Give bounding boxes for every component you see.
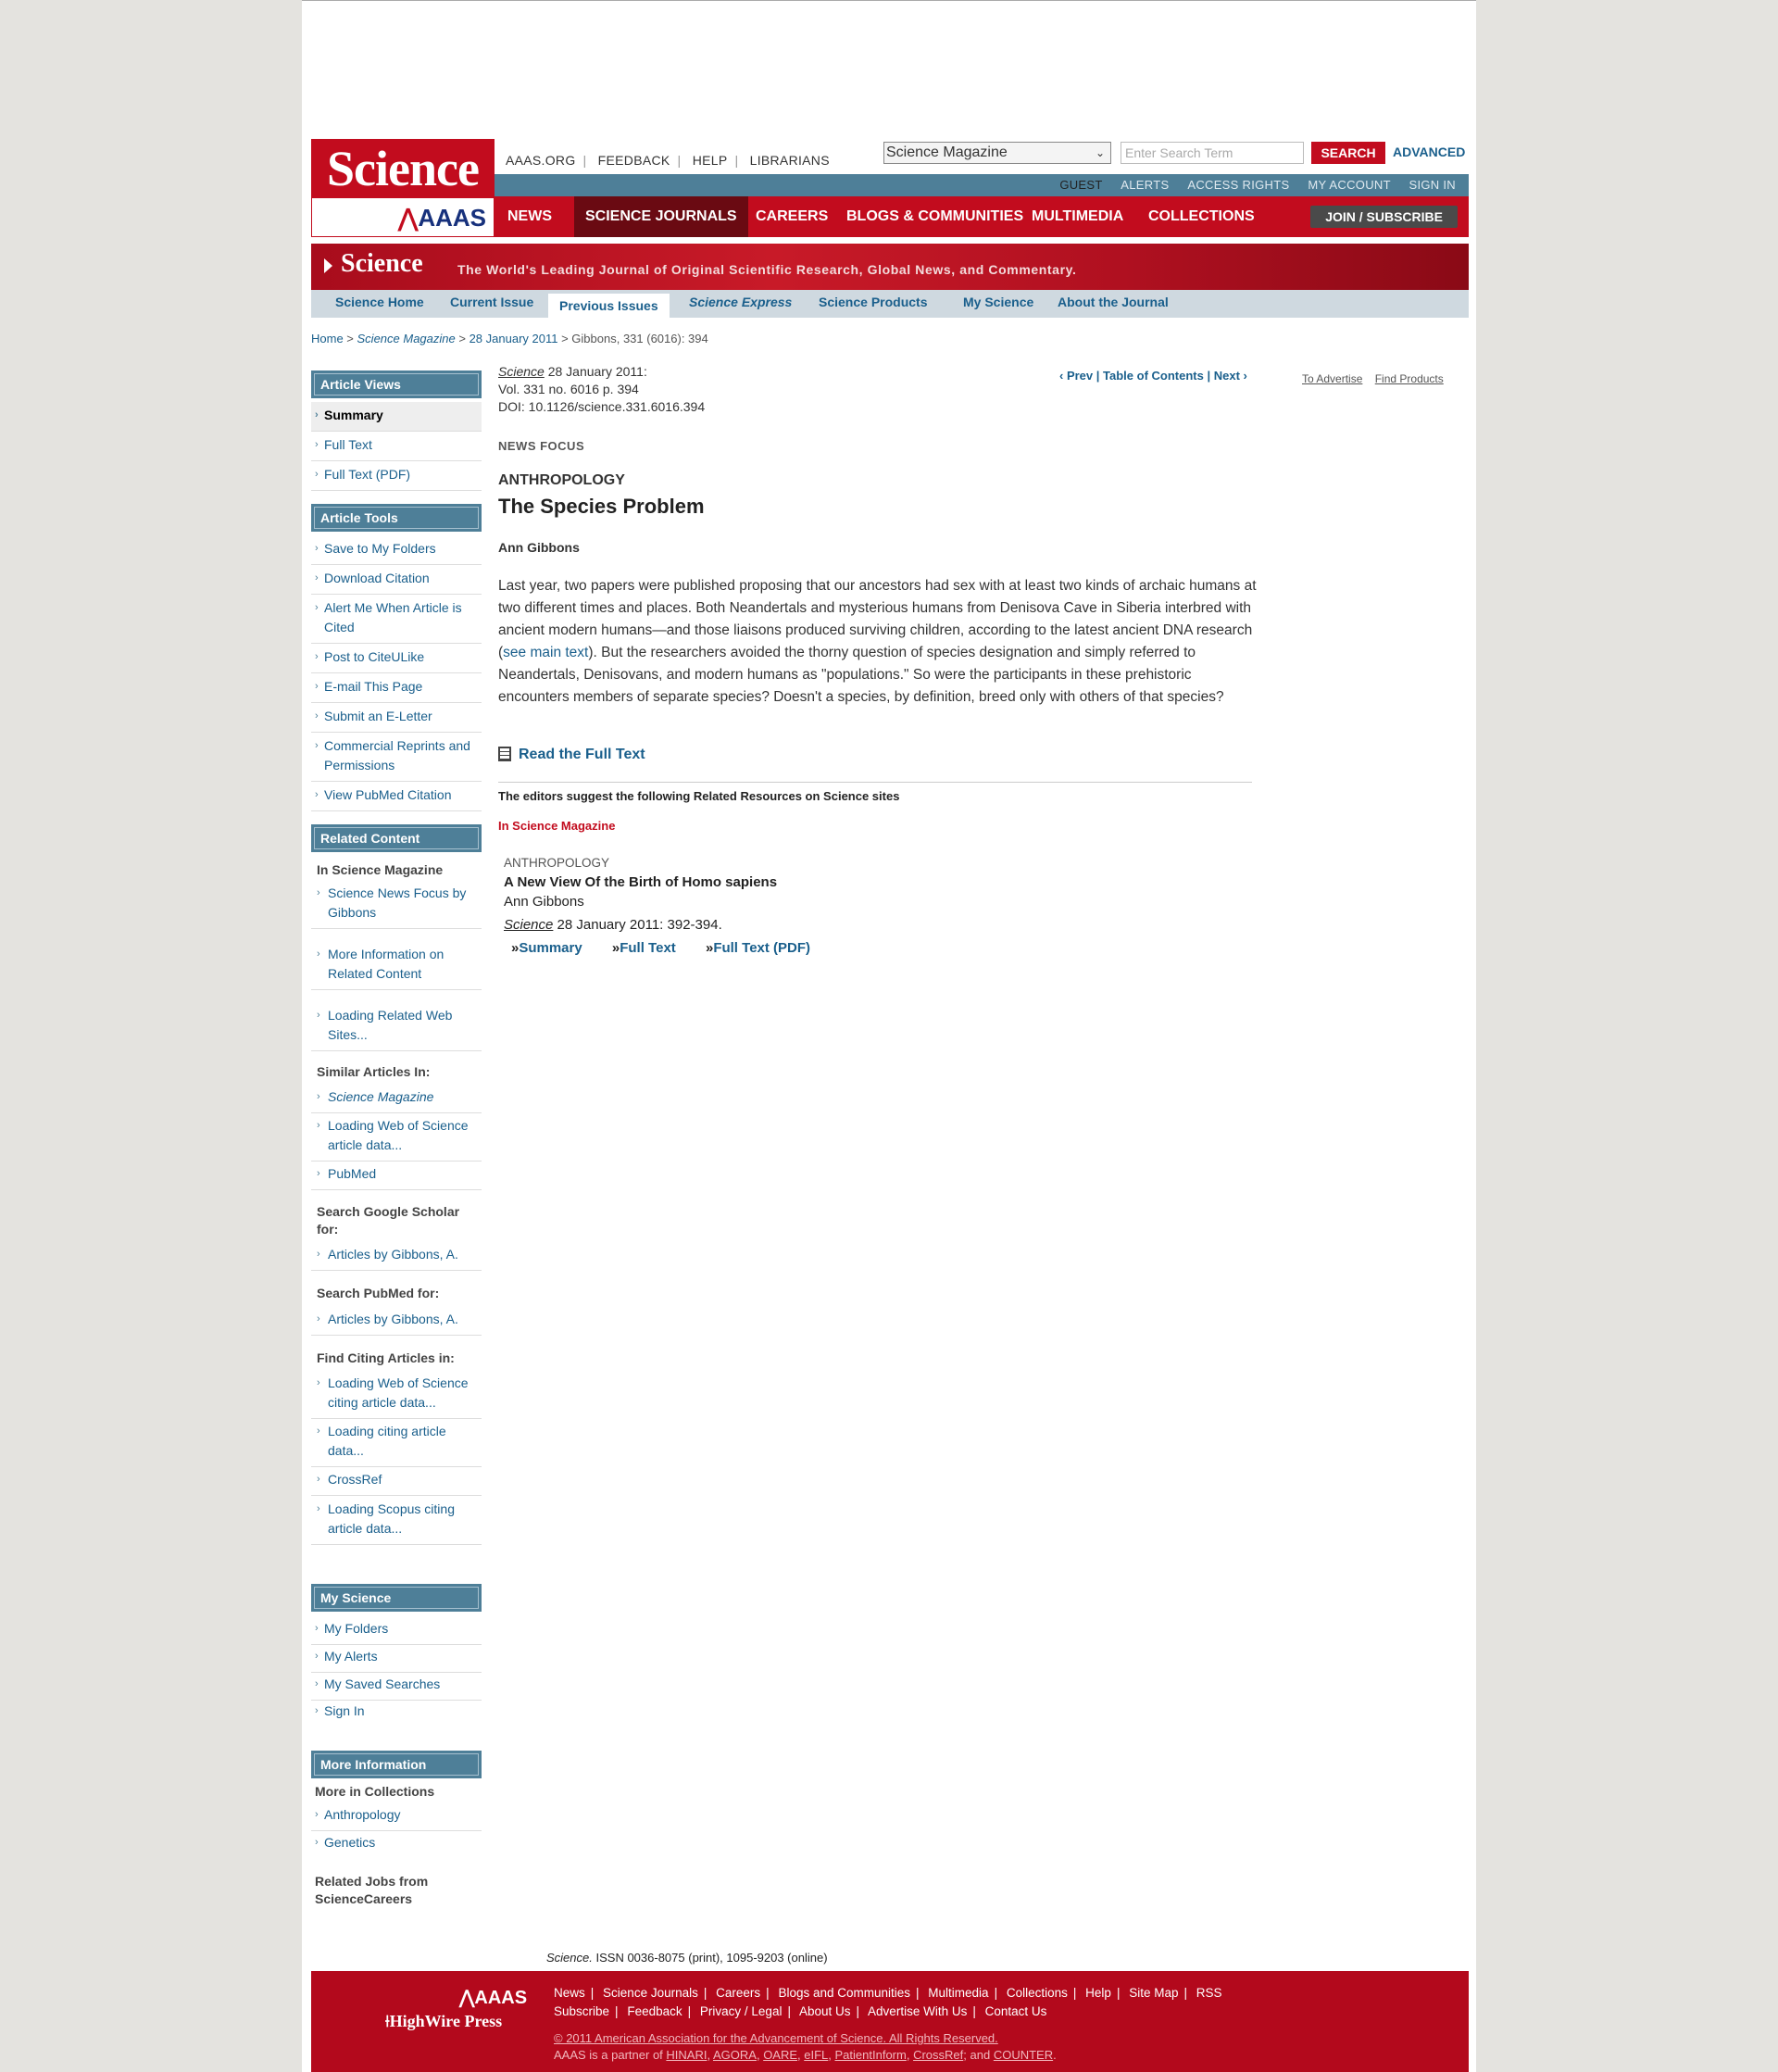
related-summary-link[interactable]: Summary: [519, 940, 582, 956]
footer-rss[interactable]: RSS: [1196, 1986, 1222, 2000]
partner-crossref[interactable]: CrossRef: [913, 2048, 964, 2062]
prev-link[interactable]: Prev: [1066, 369, 1094, 383]
journal-subnav: [311, 290, 1469, 318]
triangle-icon: [324, 258, 332, 273]
partner-agora[interactable]: AGORA: [712, 2048, 757, 2062]
tool-alert-cited[interactable]: › Alert Me When Article is Cited: [311, 595, 482, 644]
aaas-mark-icon: ⋀: [398, 204, 419, 232]
highwire-mark-icon: ⟊: [385, 2012, 390, 2030]
aaas-mark-icon: ⋀: [459, 1988, 475, 2008]
article-tools-header: Article Tools: [311, 504, 482, 532]
related-more-info[interactable]: › More Information on Related Content: [311, 941, 482, 990]
top-border: [302, 0, 1476, 1]
chevron-left-icon: ‹: [1059, 369, 1067, 383]
article-author: Ann Gibbons: [498, 540, 580, 555]
footer-copyright: © 2011 American Association for the Advancement of Science. All Rights Reserved. AAAS is a partner of HINARI, AGORA, OARE, eIFL, PatientInform, CrossRef; and COUNTER.: [554, 2031, 1057, 2062]
nav-news[interactable]: NEWS: [507, 208, 552, 224]
top-links: AAAS.ORG | FEEDBACK | HELP | LIBRARIANS: [506, 153, 830, 168]
aaas-logo: [398, 204, 486, 232]
search-button[interactable]: SEARCH: [1311, 142, 1385, 164]
sidebar-full-text[interactable]: › Full Text: [311, 432, 482, 461]
top-link-librarians[interactable]: LIBRARIANS: [749, 153, 830, 168]
article-abstract: Last year, two papers were published proposing that our ancestors had sex with at least two kinds of archaic humans at two different times and places. Both Neandertals and mysterious humans from Denisova Cave in Siberia interbred with ancient modern humans—and those liaisons produced surviving children, according to the latest ancient DNA research (see main text). But the researchers avoided the thorny question of species designation and simply referred to Neandertals, Denisovans, and modern humans as "populations." So were the participants in these prehistoric encounters members of separate species? Doesn't a species, by definition, breed only with others of that species?: [498, 578, 1257, 705]
subnav-science-express[interactable]: Science Express: [689, 295, 793, 309]
similar-science[interactable]: › Science Magazine: [311, 1084, 482, 1113]
top-link-help[interactable]: HELP: [692, 153, 728, 168]
partner-hinari[interactable]: HINARI: [666, 2048, 707, 2062]
collection-anthropology[interactable]: › Anthropology: [311, 1802, 482, 1831]
tool-email-page[interactable]: › E-mail This Page: [311, 673, 482, 703]
search-scope-select[interactable]: [883, 142, 1111, 164]
footer-about[interactable]: About Us: [798, 2004, 851, 2018]
related-resources-heading: The editors suggest the following Related Resources on Science sites: [498, 789, 900, 803]
tool-pubmed-citation[interactable]: › View PubMed Citation: [311, 782, 482, 811]
article-meta: [498, 363, 705, 416]
search-input[interactable]: Enter Search Term: [1121, 142, 1304, 164]
related-title: A New View Of the Birth of Homo sapiens: [504, 874, 778, 890]
nav-science-journals[interactable]: SCIENCE JOURNALS: [574, 196, 748, 237]
more-collections-label: More in Collections: [315, 1784, 435, 1799]
breadcrumb-home[interactable]: Home: [311, 332, 344, 345]
related-content-header: Related Content: [311, 824, 482, 852]
similar-wos[interactable]: › Loading Web of Science article data...: [311, 1112, 482, 1162]
article-views-header: Article Views: [311, 370, 482, 398]
chevron-down-icon: ⌄: [1095, 146, 1105, 159]
citing-wos[interactable]: › Loading Web of Science citing article data...: [311, 1370, 482, 1419]
partner-eifl[interactable]: eIFL: [804, 2048, 829, 2062]
chevron-right-icon: ›: [1239, 369, 1247, 383]
footer-collections[interactable]: Collections: [1006, 1986, 1068, 2000]
tool-download-citation[interactable]: › Download Citation: [311, 565, 482, 595]
footer-privacy[interactable]: Privacy / Legal: [699, 2004, 783, 2018]
footer-contact[interactable]: Contact Us: [984, 2004, 1047, 2018]
document-icon: [498, 747, 511, 761]
my-science-header: My Science: [311, 1584, 482, 1612]
related-cite: 28 January 2011: 392-394.: [557, 917, 722, 933]
tool-citeulike[interactable]: › Post to CiteULike: [311, 644, 482, 673]
sidebar-full-text-pdf[interactable]: › Full Text (PDF): [311, 461, 482, 491]
nav-collections[interactable]: COLLECTIONS: [1148, 208, 1255, 224]
citing-article-data[interactable]: › Loading citing article data...: [311, 1418, 482, 1467]
breadcrumb-magazine[interactable]: Science Magazine: [357, 332, 456, 345]
footer-site-map[interactable]: Site Map: [1129, 1986, 1179, 2000]
my-folders-link[interactable]: › My Folders: [311, 1615, 482, 1645]
footer-subscribe[interactable]: Subscribe: [554, 2004, 610, 2018]
tool-save-folders[interactable]: › Save to My Folders: [311, 535, 482, 565]
subnav-my-science[interactable]: My Science: [963, 295, 1034, 309]
partner-oare[interactable]: OARE: [763, 2048, 798, 2062]
partner-patientinform[interactable]: PatientInform: [834, 2048, 907, 2062]
banner-logo[interactable]: Science: [341, 249, 423, 278]
my-saved-searches-link[interactable]: › My Saved Searches: [311, 1671, 482, 1701]
article-title: The Species Problem: [498, 495, 705, 518]
subnav-about-journal[interactable]: About the Journal: [1058, 295, 1169, 309]
footer: [311, 1971, 1469, 2072]
my-alerts-link[interactable]: › My Alerts: [311, 1643, 482, 1673]
chevron-right-icon: ›: [315, 409, 319, 421]
subnav-science-products[interactable]: Science Products: [819, 295, 928, 309]
banner-slogan: The World's Leading Journal of Original Scientific Research, Global News, and Commentary.: [457, 262, 1077, 277]
page: [302, 0, 1476, 2072]
footer-aaas-logo[interactable]: ⋀AAAS: [459, 1988, 528, 2008]
pubmed-label: Search PubMed for:: [317, 1286, 440, 1300]
divider: [498, 782, 1252, 783]
category-label: ANTHROPOLOGY: [498, 472, 625, 488]
subnav-current-issue[interactable]: Current Issue: [450, 295, 534, 309]
chevron-right-icon: ›: [315, 469, 319, 480]
citing-scopus[interactable]: › Loading Scopus citing article data...: [311, 1496, 482, 1545]
subnav-science-home[interactable]: Science Home: [335, 295, 424, 309]
read-full-text-link[interactable]: Read the Full Text: [519, 747, 645, 762]
related-full-text-link[interactable]: Full Text: [620, 940, 676, 956]
find-products-link[interactable]: Find Products: [1374, 372, 1444, 385]
footer-news[interactable]: News: [554, 1986, 585, 2000]
main-nav: [495, 196, 1469, 237]
citing-crossref[interactable]: › CrossRef: [311, 1466, 482, 1496]
advanced-search-link[interactable]: ADVANCED: [1393, 144, 1466, 159]
footer-blogs[interactable]: Blogs and Communities: [778, 1986, 911, 2000]
user-bar: [495, 174, 1469, 196]
breadcrumb-current: Gibbons, 331 (6016): 394: [571, 332, 708, 345]
tool-submit-eletter[interactable]: › Submit an E-Letter: [311, 703, 482, 733]
collection-genetics[interactable]: › Genetics: [315, 1835, 376, 1850]
read-full-text[interactable]: [498, 747, 645, 763]
top-link-aaas[interactable]: AAAS.ORG: [506, 153, 576, 168]
aaas-logo-box[interactable]: [311, 198, 495, 237]
footer-help[interactable]: Help: [1085, 1986, 1111, 2000]
join-subscribe-button[interactable]: JOIN / SUBSCRIBE: [1310, 206, 1458, 228]
breadcrumb-date[interactable]: 28 January 2011: [469, 332, 558, 345]
issn-line: Science. ISSN 0036-8075 (print), 1095-9203 (online): [546, 1951, 828, 1965]
related-author: Ann Gibbons: [504, 894, 584, 910]
in-science-label: In Science Magazine: [317, 862, 444, 877]
footer-links-2: Subscribe | Feedback | Privacy / Legal | About Us | Advertise With Us | Contact Us: [554, 2004, 1047, 2018]
issue-nav: ‹ Prev | Table of Contents | Next ›: [1059, 369, 1247, 383]
article-doi: DOI: 10.1126/science.331.6016.394: [498, 399, 706, 414]
subnav-previous-issues[interactable]: Previous Issues: [548, 294, 670, 318]
alerts-link[interactable]: ALERTS: [1121, 178, 1170, 192]
to-advertise-link[interactable]: To Advertise: [1302, 372, 1363, 385]
more-information-header: More Information: [311, 1751, 482, 1778]
chevron-right-icon: ›: [315, 439, 319, 450]
science-logo[interactable]: Science: [311, 139, 495, 198]
copyright-link[interactable]: © 2011 American Association for the Advancement of Science. All Rights Reserved.: [554, 2031, 998, 2045]
footer-links-1: News | Science Journals | Careers | Blogs and Communities | Multimedia | Collections | Help | Site Map | RSS: [554, 1986, 1222, 2000]
guest-label: GUEST: [1059, 178, 1103, 192]
google-articles-gibbons[interactable]: › Articles by Gibbons, A.: [311, 1241, 482, 1271]
footer-feedback[interactable]: Feedback: [627, 2004, 682, 2018]
tool-reprints[interactable]: › Commercial Reprints and Permissions: [311, 733, 482, 782]
aaas-logo-text: AAAS: [418, 204, 486, 232]
top-link-feedback[interactable]: FEEDBACK: [597, 153, 670, 168]
toc-link[interactable]: Table of Contents: [1103, 369, 1204, 383]
search-scope-value: Science Magazine: [886, 144, 1008, 160]
pubmed-articles-gibbons[interactable]: › Articles by Gibbons, A.: [311, 1306, 482, 1336]
sidebar-summary[interactable]: › Summary: [311, 402, 482, 432]
related-article: [504, 853, 836, 958]
related-jobs-label: Related Jobs from ScienceCareers: [315, 1874, 429, 1906]
nav-blogs-communities[interactable]: BLOGS & COMMUNITIES: [846, 208, 1024, 224]
footer-careers[interactable]: Careers: [716, 1986, 761, 2000]
journal-banner: [311, 244, 1469, 290]
footer-science-journals[interactable]: Science Journals: [603, 1986, 698, 2000]
sign-in-link[interactable]: SIGN IN: [1409, 178, 1456, 192]
related-links: »Summary »Full Text »Full Text (PDF): [511, 940, 811, 956]
nav-multimedia[interactable]: MULTIMEDIA: [1032, 208, 1124, 224]
footer-advertise[interactable]: Advertise With Us: [868, 2004, 968, 2018]
journal-name: Science: [498, 364, 545, 379]
similar-label: Similar Articles In:: [317, 1064, 431, 1079]
related-news-focus[interactable]: › Science News Focus by Gibbons: [311, 880, 482, 929]
nav-careers[interactable]: CAREERS: [756, 208, 829, 224]
sidebar-sign-in-link[interactable]: › Sign In: [315, 1703, 365, 1718]
access-rights-link[interactable]: ACCESS RIGHTS: [1187, 178, 1290, 192]
see-main-text-link[interactable]: see main text: [503, 645, 589, 660]
similar-pubmed[interactable]: › PubMed: [311, 1161, 482, 1190]
related-pdf-link[interactable]: Full Text (PDF): [713, 940, 811, 956]
my-account-link[interactable]: MY ACCOUNT: [1308, 178, 1391, 192]
related-journal: Science: [504, 917, 554, 933]
related-category: ANTHROPOLOGY: [504, 856, 610, 870]
article-volume: Vol. 331 no. 6016 p. 394: [498, 382, 639, 396]
google-scholar-label: Search Google Scholar for:: [317, 1204, 460, 1237]
in-science-magazine-label: In Science Magazine: [498, 819, 616, 833]
citing-label: Find Citing Articles in:: [317, 1350, 455, 1365]
related-web-sites[interactable]: › Loading Related Web Sites...: [311, 1002, 482, 1051]
highwire-logo[interactable]: ⟊HighWire Press: [385, 2012, 503, 2030]
section-label: NEWS FOCUS: [498, 439, 585, 453]
article-date: 28 January 2011:: [547, 364, 647, 379]
footer-multimedia[interactable]: Multimedia: [928, 1986, 989, 2000]
partner-counter[interactable]: COUNTER: [993, 2048, 1054, 2062]
ad-links: [1302, 372, 1453, 385]
next-link[interactable]: Next: [1213, 369, 1240, 383]
breadcrumb: Home > Science Magazine > 28 January 2011 > Gibbons, 331 (6016): 394: [311, 332, 708, 345]
